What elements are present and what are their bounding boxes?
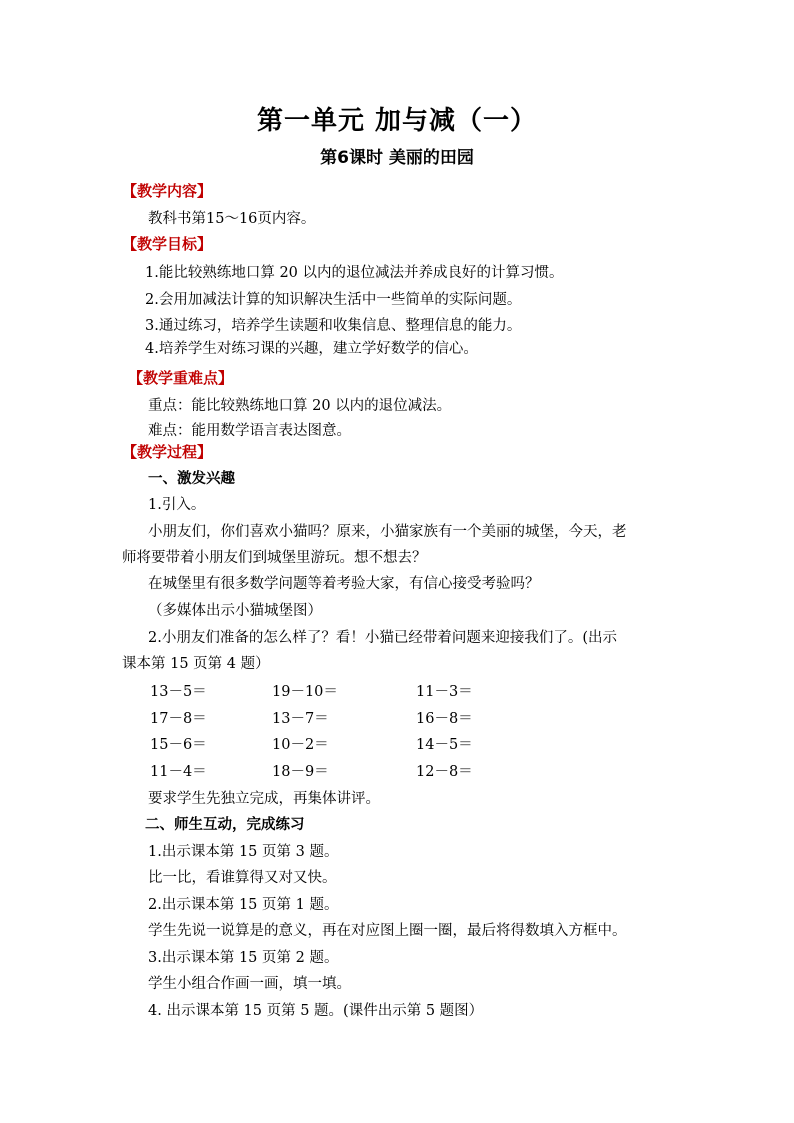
lesson-subtitle: 第6课时 美丽的田园: [320, 148, 474, 168]
key-focus: 重点：能比较熟练地口算 20 以内的退位减法。: [148, 398, 452, 414]
equation: 11－4＝: [150, 764, 207, 780]
process-p6: 要求学生先独立完成，再集体讲评。: [148, 791, 380, 807]
process-q2: 2.出示课本第 15 页第 1 题。: [148, 897, 339, 913]
goal-item-1: 1.能比较熟练地口算 20 以内的退位减法并养成良好的计算习惯。: [145, 265, 564, 281]
goal-item-4: 4.培养学生对练习课的兴趣，建立学好数学的信心。: [145, 341, 478, 357]
process-p2a: 小朋友们，你们喜欢小猫吗？原来，小猫家族有一个美丽的城堡，今天，老: [148, 524, 627, 540]
equation: 15－6＝: [150, 737, 207, 753]
process-part1-title: 一、激发兴趣: [148, 471, 235, 487]
process-p5b: 课本第 15 页第 4 题）: [122, 656, 270, 672]
goal-item-3: 3.通过练习，培养学生读题和收集信息、整理信息的能力。: [145, 318, 522, 334]
goal-item-2: 2.会用加减法计算的知识解决生活中一些简单的实际问题。: [145, 292, 522, 308]
equation: 16－8＝: [416, 711, 473, 727]
process-p4: （多媒体出示小猫城堡图）: [148, 603, 322, 619]
section-heading-content: 【教学内容】: [122, 182, 213, 200]
process-q3: 3.出示课本第 15 页第 2 题。: [148, 950, 339, 966]
equation: 14－5＝: [416, 737, 473, 753]
equation: 18－9＝: [272, 764, 329, 780]
process-q3a: 学生小组合作画一画，填一填。: [148, 976, 351, 992]
section-heading-goals: 【教学目标】: [122, 235, 213, 253]
equation: 17－8＝: [150, 711, 207, 727]
equation: 19－10＝: [272, 684, 338, 700]
equation: 13－7＝: [272, 711, 329, 727]
process-p3: 在城堡里有很多数学问题等着考验大家，有信心接受考验吗？: [148, 576, 540, 592]
section-heading-key: 【教学重难点】: [128, 369, 234, 387]
process-part2-title: 二、师生互动，完成练习: [145, 817, 305, 833]
equation: 13－5＝: [150, 684, 207, 700]
equation: 11－3＝: [416, 684, 473, 700]
equation: 10－2＝: [272, 737, 329, 753]
content-text: 教科书第15～16页内容。: [148, 211, 316, 227]
process-q2a: 学生先说一说算是的意义，再在对应图上圈一圈，最后将得数填入方框中。: [148, 923, 627, 939]
process-q1: 1.出示课本第 15 页第 3 题。: [148, 844, 339, 860]
page-title: 第一单元 加与减（一）: [256, 106, 538, 136]
process-p5a: 2.小朋友们准备的怎么样了？看！小猫已经带着问题来迎接我们了。(出示: [148, 630, 617, 646]
key-difficulty: 难点：能用数学语言表达图意。: [148, 423, 351, 439]
equation: 12－8＝: [416, 764, 473, 780]
process-p2b: 师将要带着小朋友们到城堡里游玩。想不想去？: [122, 550, 427, 566]
section-heading-process: 【教学过程】: [122, 443, 213, 461]
process-q1a: 比一比，看谁算得又对又快。: [148, 870, 337, 886]
process-q4: 4. 出示课本第 15 页第 5 题。(课件出示第 5 题图）: [148, 1003, 484, 1019]
process-p1: 1.引入。: [148, 497, 206, 513]
